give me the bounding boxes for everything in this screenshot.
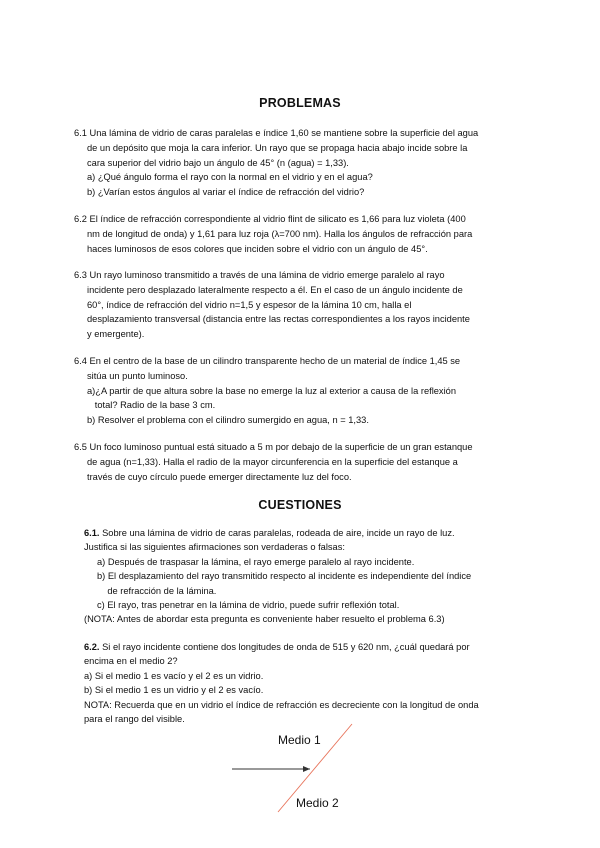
- question-note: para el rango del visible.: [84, 714, 185, 725]
- problem-number: 6.5: [74, 442, 87, 452]
- question-text: Sobre una lámina de vidrio de caras paralelas, rodeada de aire, incide un rayo de luz.: [102, 528, 455, 538]
- problem-line: y emergente).: [87, 329, 145, 340]
- problem-line: [74, 268, 520, 283]
- questions-title: CUESTIONES: [258, 498, 342, 512]
- question-text: Si el rayo incidente contiene dos longitudes de onda de 515 y 620 nm, ¿cuál quedará por: [102, 642, 470, 652]
- problems-title: PROBLEMAS: [259, 96, 341, 110]
- problem-line: cara superior del vidrio bajo un ángulo de 45° (n (agua) = 1,33).: [87, 157, 349, 168]
- problem-text: Un foco luminoso puntual está situado a 5 m por debajo de la superficie de un gran estanque: [89, 442, 473, 452]
- problem-line: sitúa un punto luminoso.: [87, 370, 188, 381]
- question-6-1: [84, 526, 524, 627]
- problem-text: Una lámina de vidrio de caras paralelas e índice 1,60 se mantiene sobre la superficie del agua: [89, 128, 479, 138]
- problem-subitem: total? Radio de la base 3 cm.: [87, 400, 216, 411]
- problem-line: [74, 354, 520, 369]
- problem-number: 6.2: [74, 214, 87, 224]
- problem-line: través de cuyo círculo puede emerger directamente luz del foco.: [87, 471, 352, 482]
- question-note: (NOTA: Antes de abordar esta pregunta es conveniente haber resuelto el problema 6.3): [84, 614, 445, 625]
- problem-line: 60°, índice de refracción del vidrio n=1,5 y espesor de la lámina 10 cm, halla el: [87, 299, 412, 310]
- problem-text: El índice de refracción correspondiente al vidrio flint de silicato es 1,66 para luz violeta (400: [89, 214, 466, 224]
- problem-line: incidente pero desplazado lateralmente respecto a él. En el caso de un ángulo incidente de: [87, 284, 463, 295]
- question-line: encima en el medio 2?: [84, 656, 178, 667]
- question-item: a) Si el medio 1 es vacío y el 2 es un vidrio.: [84, 670, 264, 681]
- problem-line: [74, 126, 520, 141]
- medio-2-label: Medio 2: [296, 796, 339, 810]
- question-item: de refracción de la lámina.: [97, 585, 217, 596]
- problem-subitem: a)¿A partir de que altura sobre la base no emerge la luz al exterior a causa de la reflexión: [87, 385, 456, 396]
- problem-number: 6.4: [74, 356, 87, 366]
- problem-text: Un rayo luminoso transmitido a través de una lámina de vidrio emerge paralelo al rayo: [89, 270, 445, 280]
- problem-line: nm de longitud de onda) y 1,61 para luz roja (λ=700 nm). Halla los ángulos de refracción para: [87, 228, 473, 239]
- question-line: Justifica si las siguientes afirmaciones son verdaderas o falsas:: [84, 542, 345, 553]
- medio-1-label: Medio 1: [278, 733, 321, 747]
- question-number: 6.1.: [84, 528, 100, 538]
- ray-arrowhead: [303, 766, 310, 772]
- problem-number: 6.1: [74, 128, 87, 138]
- problem-text: En el centro de la base de un cilindro transparente hecho de un material de índice 1,45 se: [89, 356, 461, 366]
- problem-line: de un depósito que moja la cara inferior. Un rayo que se propaga hacia abajo incide sobre la: [87, 142, 468, 153]
- problem-6-3: [74, 268, 520, 342]
- problem-number: 6.3: [74, 270, 87, 280]
- question-item: b) Si el medio 1 es un vidrio y el 2 es vacío.: [84, 685, 264, 696]
- question-item: c) El rayo, tras penetrar en la lámina de vidrio, puede sufrir reflexión total.: [97, 600, 400, 611]
- question-note: NOTA: Recuerda que en un vidrio el índice de refracción es decreciente con la longitud de onda: [84, 699, 479, 710]
- question-line: [84, 526, 524, 540]
- problem-line: [74, 212, 520, 227]
- problem-subitem: b) ¿Varían estos ángulos al variar el índice de refracción del vidrio?: [87, 187, 365, 198]
- problem-subitem: a) ¿Qué ángulo forma el rayo con la normal en el vidrio y en el agua?: [87, 172, 373, 183]
- problem-6-4: [74, 354, 520, 428]
- problem-line: haces luminosos de esos colores que inciden sobre el vidrio con un ángulo de 45°.: [87, 243, 428, 254]
- problem-6-1: [74, 126, 520, 200]
- problem-line: de agua (n=1,33). Halla el radio de la mayor circunferencia en la superficie del estanque a: [87, 456, 458, 467]
- problem-6-5: [74, 440, 520, 484]
- problem-subitem: b) Resolver el problema con el cilindro sumergido en agua, n = 1,33.: [87, 415, 369, 426]
- question-number: 6.2.: [84, 642, 100, 652]
- question-line: [84, 640, 524, 654]
- question-item: b) El desplazamiento del rayo transmitido respecto al incidente es independiente del índice: [97, 571, 472, 582]
- refraction-diagram: [226, 718, 386, 818]
- problem-line: [74, 440, 520, 455]
- problem-6-2: [74, 212, 520, 256]
- question-6-2: [84, 640, 524, 726]
- problem-line: desplazamiento transversal (distancia entre las rectas correspondientes a los rayos incidente: [87, 314, 470, 325]
- question-item: a) Después de traspasar la lámina, el rayo emerge paralelo al rayo incidente.: [97, 556, 415, 567]
